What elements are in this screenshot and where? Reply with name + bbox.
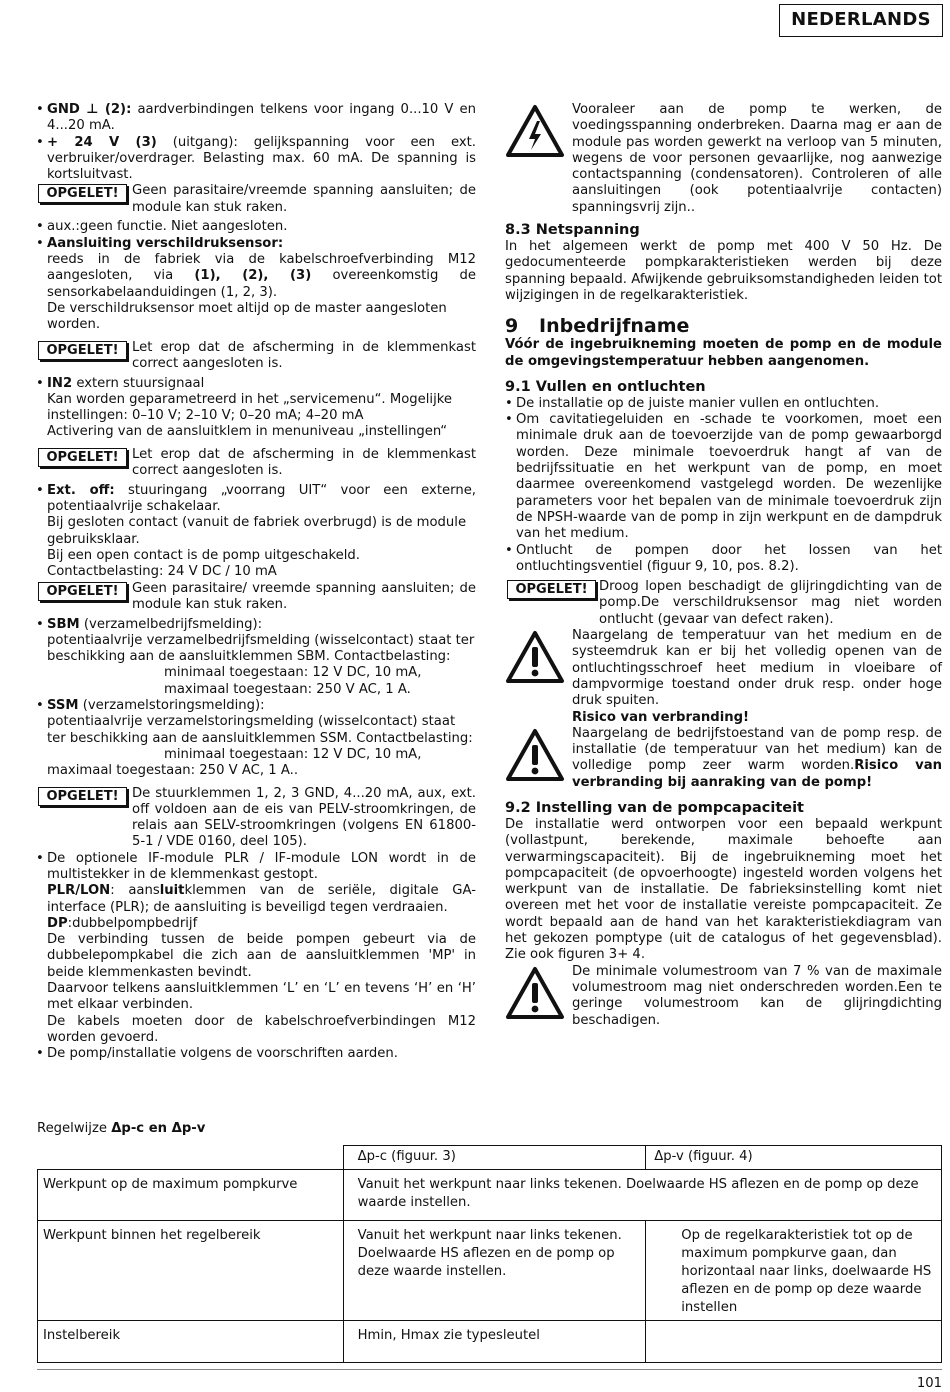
plr-line	[36, 883, 476, 916]
sensor-refs: (1), (2), (3)	[194, 268, 312, 284]
opgelet-badge: OPGELET!	[507, 580, 596, 599]
sbm-item	[36, 617, 476, 633]
sensor-master: De verschildruksensor moet altijd op de master aangesloten worden.	[47, 300, 447, 333]
opgelet-badge: OPGELET!	[38, 448, 127, 467]
ext-label: Ext. off:	[47, 482, 115, 498]
fill-bullet-3: • Ontlucht de pompen door het lossen van het ontluchtingsventiel (figuur 9, 10, pos. 8.2).	[505, 543, 942, 576]
ssm-text: (verzamelstoringsmelding):	[78, 698, 265, 714]
section-9-title: Inbedrijfname	[539, 315, 690, 338]
hot-medium-body: Naargelang de temperatuur van het medium en de systeemdruk kan er bij het volledig openen van de ontluchtingsschroef heet medium in vloeibare of dampvormige toestand onder druk resp. onder hoge druk spuiten.	[572, 628, 942, 709]
ext-off-item	[36, 483, 476, 516]
section-9-2-heading: 9.2 Instelling van de pompcapaciteit	[505, 799, 804, 816]
gnd-label: GND ⊥ (2):	[47, 102, 132, 117]
ssm-max: maximaal toegestaan: 250 V AC, 1 A..	[47, 763, 299, 779]
high-voltage-warning-icon	[505, 104, 565, 158]
exclamation-warning-icon	[505, 966, 565, 1020]
plr-text-b: klemmen van de seriële, digitale GA-interface (PLR); de aansluiting is beveiligd tegen verdraaien.	[47, 883, 476, 915]
footer-divider	[37, 1369, 942, 1370]
gnd-text: aardverbindingen telkens voor ingang 0...10 V en 4...20 mA.	[47, 102, 476, 134]
opgelet-badge: OPGELET!	[38, 787, 127, 806]
ext-line1: Bij gesloten contact (vanuit de fabriek overbrugd) is de module gebruiksklaar.	[47, 515, 467, 547]
table-cell: Hmin, Hmax zie typesleutel	[343, 1321, 646, 1363]
in2-item	[36, 376, 476, 392]
table-row-label: Instelbereik	[38, 1321, 344, 1363]
sensor-item	[36, 236, 476, 252]
dp-line2: Daarvoor telkens aansluitklemmen ‘L’ en ‘L’ en tevens ‘H’ en ‘H’ met elkaar verbinden.	[47, 981, 476, 1013]
hot-pump-body: Naargelang de bedrijfstoestand van de pomp resp. de installatie (de temperatuur van het medium) kan de volledige pomp zeer warm worden.	[572, 725, 942, 774]
hot-pump-text	[505, 726, 942, 791]
sbm-max: maximaal toegestaan: 250 V AC, 1 A.	[164, 681, 411, 697]
page-number: 101	[916, 1376, 942, 1391]
table-row	[38, 1221, 942, 1321]
aux-item: • aux.:geen functie. Niet aangesloten.	[36, 219, 476, 235]
warning-block-5	[36, 786, 476, 851]
table-caption-prefix: Regelwijze	[37, 1121, 112, 1136]
netspanning-text: In het algemeen werkt de pomp met 400 V 50 Hz. De gedocumenteerde pompkarakteristieken werden bij deze spanning bepaald. Afwijkende gebruiksomstandigheden leiden tot wijzigingen in de regelkarakteristiek.	[505, 239, 942, 303]
hot-medium-text	[505, 628, 942, 726]
table-cell	[646, 1321, 942, 1363]
hot-pump-warning	[505, 726, 942, 791]
section-9-intro: Vóór de ingebruikneming moeten de pomp en de module de omgevingstemperatuur hebben aangenomen.	[505, 337, 942, 369]
opgelet-badge: OPGELET!	[38, 184, 127, 203]
table-cell: Vanuit het werkpunt naar links tekenen. Doelwaarde HS aflezen en de pomp op deze waarde instellen.	[343, 1170, 941, 1221]
table-header-cell: Δp-c (figuur. 3)	[343, 1146, 646, 1170]
v24-item	[36, 135, 476, 184]
warning-text-2: Let erop dat de afscherming in de klemmenkast correct aangesloten is.	[132, 339, 476, 371]
ssm-label: SSM	[47, 698, 79, 714]
section-9-heading	[505, 315, 942, 337]
opgelet-badge: OPGELET!	[38, 341, 127, 360]
in2-line2: Activering van de aansluitklem in menuniveau „instellingen“	[47, 424, 448, 440]
table-row-label: Werkpunt binnen het regelbereik	[38, 1221, 344, 1321]
sensor-text	[36, 252, 476, 301]
warning-text-4: Geen parasitaire/ vreemde spanning aansluiten; de module kan stuk raken.	[132, 580, 476, 612]
fill-bullet-1: • De installatie op de juiste manier vullen en ontluchten.	[505, 396, 942, 412]
hot-medium-risk: Risico van verbranding!	[572, 709, 750, 725]
sensor-title: Aansluiting verschildruksensor:	[47, 235, 284, 251]
sbm-label: SBM	[47, 616, 80, 632]
control-mode-table	[37, 1145, 942, 1363]
table-cell: Vanuit het werkpunt naar links tekenen. Doelwaarde HS aflezen en de pomp op deze waarde instellen.	[343, 1221, 646, 1321]
table-header-row	[38, 1146, 942, 1170]
warning-text-1: Geen parasitaire/vreemde spanning aansluiten; de module kan stuk raken.	[132, 183, 476, 215]
left-column	[36, 102, 476, 1063]
if-module-item: • De optionele IF-module PLR / IF-module LON wordt in de multistekker in de klemmenkast gestopt.	[36, 851, 476, 884]
gnd-item	[36, 102, 476, 135]
in2-line1: Kan worden geparametreerd in het „servicemenu“. Mogelijke instellingen: 0–10 V; 2–10 V; 0–20 mA; 4–20 mA	[47, 391, 453, 424]
warning-text-5: De stuurklemmen 1, 2, 3 GND, 4...20 mA, aux, ext. off voldoen aan de eis van PELV-stroomkringen, de relais aan SELV-stroomkringen (volgens EN 61800-5-1 / VDE 0160, deel 105).	[132, 785, 476, 850]
electric-warning-text: Vooraleer aan de pomp te werken, de voedingsspanning onderbreken. Daarna mag er aan de module pas worden gewerkt na verloop van 5 minuten, wegens de voor personen gevaarlijke, nog aanwezige contactspanning (condensatoren). Controleren of alle aansluitingen (ook potentiaalvrije contacten) spanningsvrij zijn..	[572, 102, 942, 215]
table-cell: Op de regelkarakteristiek tot op de maximum pompkurve gaan, dan horizontaal naar links, doelwaarde HS aflezen en de pomp op deze waarde instellen	[646, 1221, 942, 1321]
exclamation-warning-icon	[505, 728, 565, 782]
ssm-min: minimaal toegestaan: 12 V DC, 10 mA,	[164, 746, 422, 762]
table-header-cell: Δp-v (figuur. 4)	[646, 1146, 942, 1170]
ext-line3: Contactbelasting: 24 V DC / 10 mA	[47, 564, 277, 580]
v24-label: + 24 V (3)	[47, 134, 157, 150]
table-row	[38, 1170, 942, 1221]
sbm-line1: potentiaalvrije verzamelbedrijfsmelding (wisselcontact) staat ter beschikking aan de aansluitklemmen SBM. Contactbelasting:	[47, 632, 475, 665]
in2-label: IN2	[47, 375, 73, 391]
dp-line1: De verbinding tussen de beide pompen gebeurt via de dubbelepompkabel die zich aan de aansluitklemmen 'MP' in beide klemmenkasten bevindt.	[47, 932, 476, 980]
dp-label: DP	[47, 915, 68, 931]
plr-label: PLR/LON	[47, 883, 111, 899]
table-header-cell	[38, 1146, 344, 1170]
section-9-number: 9	[505, 315, 519, 338]
hot-medium-warning	[505, 628, 942, 726]
dp-line	[36, 916, 476, 932]
electric-warning	[505, 102, 942, 216]
sensor-text-b: overeenkomstig de sensorkabelaanduidingen (1, 2, 3).	[47, 268, 476, 300]
plr-text-a: : aans	[110, 883, 160, 899]
ssm-line1: potentiaalvrije verzamelstoringsmelding (wisselcontact) staat ter beschikking aan de aansluitklemmen SSM. Contactbelasting:	[47, 714, 473, 746]
opgelet-badge: OPGELET!	[38, 582, 127, 601]
sbm-min: minimaal toegestaan: 12 V DC, 10 mA,	[164, 665, 422, 681]
warning-block-4	[36, 581, 476, 617]
table-caption	[37, 1121, 205, 1137]
language-label: NEDERLANDS	[779, 4, 943, 37]
section-8-3-heading: 8.3 Netspanning	[505, 222, 640, 239]
fill-bullet-2: • Om cavitatiegeluiden en -schade te voorkomen, moet een minimale druk aan de toevoerzijde van de pomp gewaarborgd worden. Deze minimale toevoerdruk hangt af van de bedrijfssituatie en het werkpunt van de pomp, en moet daarmee overeenkomend vastgelegd worden. De wezenlijke parameters voor het bepalen van de minimale toevoerdruk zijn de NPSH-waarde van de pomp in zijn werkpunt en de dampdruk van het medium.	[505, 412, 942, 542]
warning-block-1	[36, 183, 476, 219]
ground-item: • De pomp/installatie volgens de voorschriften aarden.	[36, 1046, 476, 1062]
in2-text: extern stuursignaal	[72, 375, 205, 391]
right-column	[505, 102, 942, 1029]
ext-line2: Bij een open contact is de pomp uitgeschakeld.	[47, 547, 360, 563]
ssm-item	[36, 698, 476, 714]
dry-run-warning-text: Droog lopen beschadigt de glijringdichting van de pomp.De verschildruksensor mag niet worden ontlucht (gevaar van defect raken).	[599, 579, 942, 627]
table-caption-bold: Δp-c en Δp-v	[111, 1121, 206, 1136]
exclamation-warning-icon	[505, 630, 565, 684]
warning-block-3	[36, 447, 476, 483]
v24-text: (uitgang): gelijkspanning voor een ext. verbruiker/overdrager. Belasting max. 60 mA. De spanning is kortsluitvast.	[47, 134, 476, 183]
dp-line3: De kabels moeten door de kabelschroefverbindingen M12 worden gevoerd.	[47, 1013, 476, 1045]
dp-text: :dubbelpompbedrijf	[67, 915, 198, 931]
warning-text-3: Let erop dat de afscherming in de klemmenkast correct aangesloten is.	[132, 446, 476, 479]
flow-warning	[505, 964, 942, 1029]
table-row	[38, 1321, 942, 1363]
hot-pump-risk: Risico van verbranding bij aanraking van de pomp!	[572, 758, 942, 790]
flow-warning-text: De minimale volumestroom van 7 % van de maximale volumestroom mag niet onderschreden worden.Een te geringe volumestroom kan de glijringdichting beschadigen.	[572, 963, 942, 1028]
sensor-text-a: reeds in de fabriek via de kabelschroefverbinding M12 aangesloten, via	[47, 252, 476, 284]
warning-block-2	[36, 340, 476, 376]
dry-run-warning	[505, 579, 942, 628]
sbm-text: (verzamelbedrijfsmelding):	[79, 616, 263, 632]
ext-text: stuuringang „voorrang UIT“ voor een externe, potentiaalvrije schakelaar.	[47, 482, 477, 515]
capacity-text: De installatie werd ontworpen voor een bepaald werkpunt (vollastpunt, berekende, maximale behoefte aan verwarmingscapaciteit). Bij de ingebruikneming moet het pompcapaciteit (de opvoerhoogte) ingesteld worden volgens het werkpunt van de installatie. De fabrieksinstelling komt niet overeen met het voor de installatie vereiste pompcapaciteit. Ze wordt bepaald aan de hand van het karakteristiekdiagram van het gekozen pomptype (uit de catalogus of het gegevensblad). Zie ook figuren 3+ 4.	[505, 816, 942, 963]
section-9-1-heading: 9.1 Vullen en ontluchten	[505, 378, 706, 395]
table-row-label: Werkpunt op de maximum pompkurve	[38, 1170, 344, 1221]
plr-bold: luit	[159, 883, 185, 899]
